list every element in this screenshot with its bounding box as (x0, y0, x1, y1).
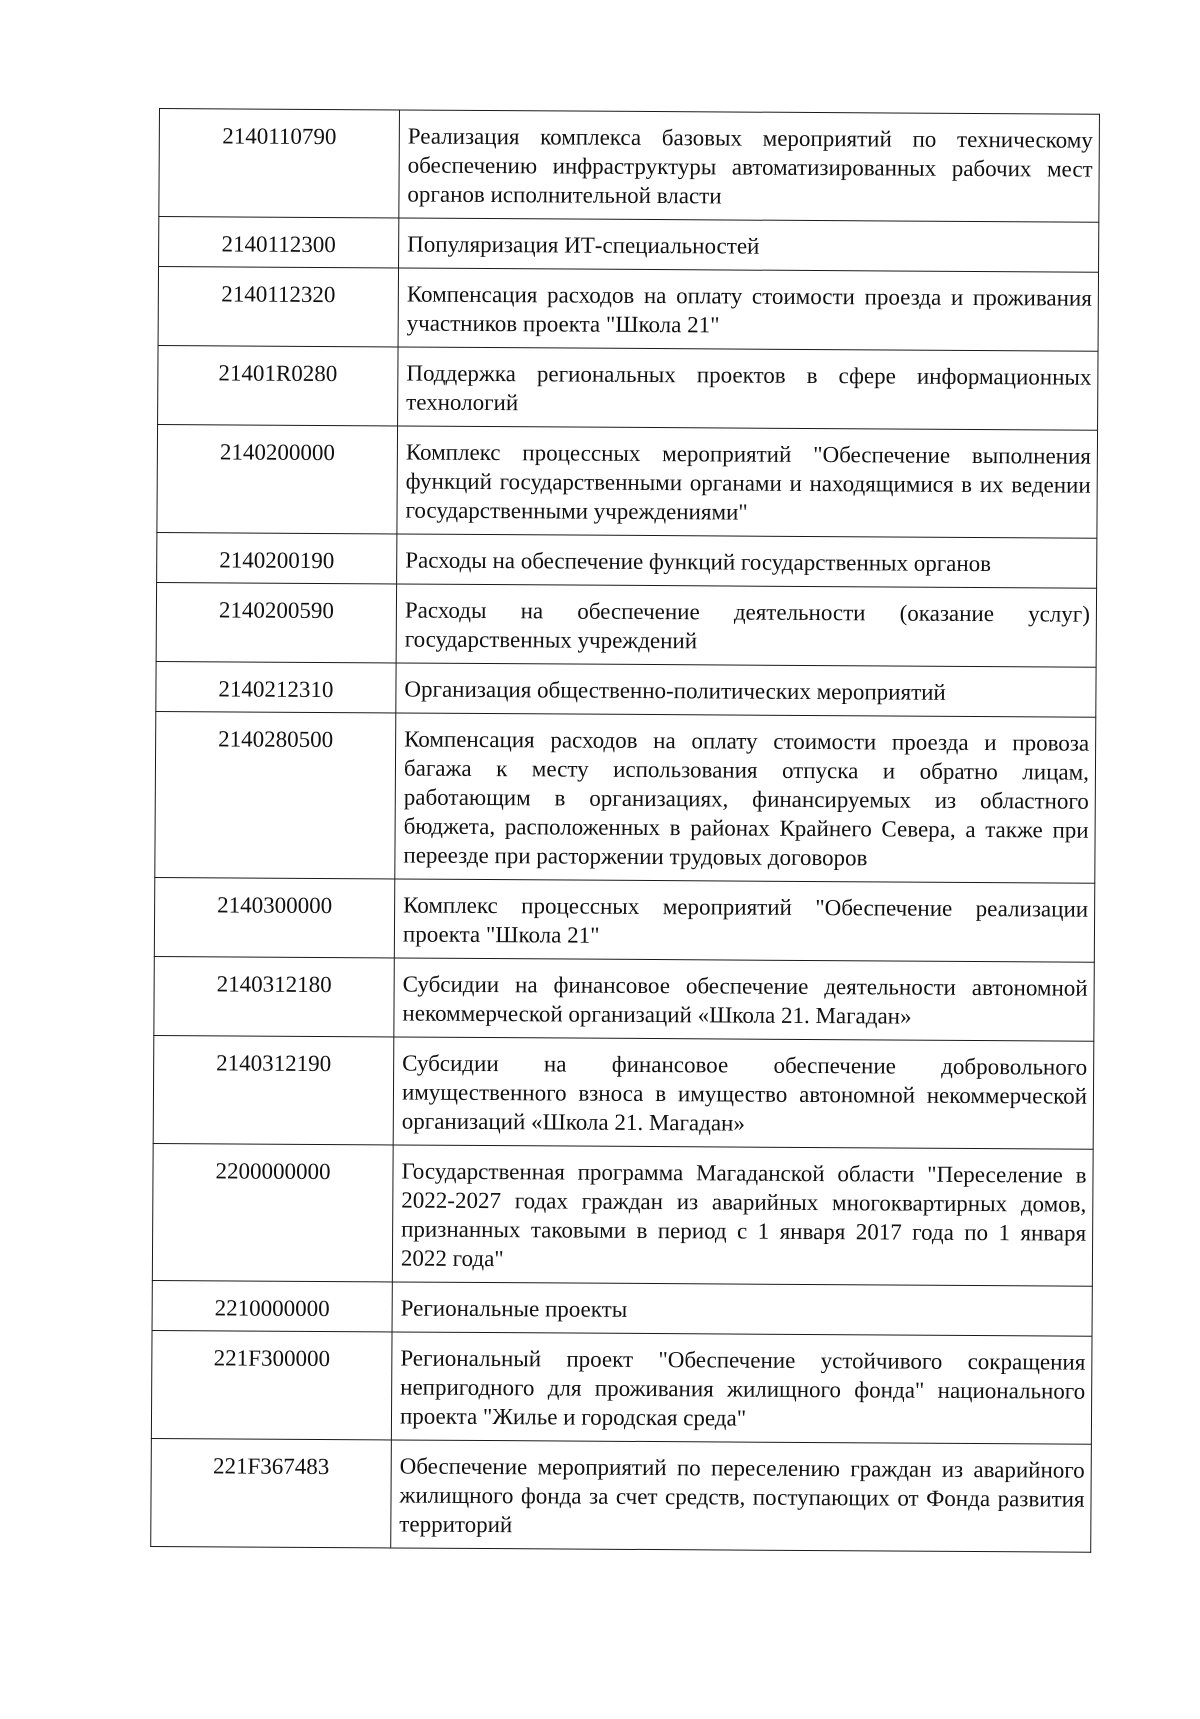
code-cell: 2140280500 (155, 711, 396, 878)
budget-codes-table (150, 108, 1100, 1553)
description-cell: Региональные проекты (392, 1282, 1092, 1336)
table-row (154, 877, 1094, 962)
code-cell: 2140112300 (159, 217, 399, 268)
code-cell: 2140312190 (153, 1035, 394, 1144)
code-cell: 2140212310 (156, 661, 396, 712)
code-cell: 2140112320 (158, 267, 398, 347)
description-cell: Комплекс процессных мероприятий "Обеспечение выполнения функций государственными органами и находящимися в их ведении государственными учреждениями" (397, 426, 1098, 538)
description-cell: Региональный проект "Обеспечение устойчивого сокращения непригодного для проживания жилищного фонда" национального проекта "Жилье и городская среда" (391, 1332, 1092, 1444)
code-cell: 2140200190 (157, 532, 397, 583)
table-row (154, 956, 1094, 1041)
table-row (159, 217, 1099, 273)
table-row (156, 582, 1096, 667)
table-row (158, 267, 1098, 352)
table-row (153, 1035, 1094, 1149)
code-cell: 2140300000 (154, 877, 394, 957)
code-cell: 2140110790 (159, 109, 400, 218)
table-row (152, 1280, 1092, 1336)
description-cell: Субсидии на финансовое обеспечение добровольного имущественного взноса в имущество автономной некоммерческой организаций «Школа 21. Магадан» (393, 1037, 1094, 1149)
table-row (156, 661, 1096, 717)
description-cell: Комплекс процессных мероприятий "Обеспечение реализации проекта "Школа 21" (394, 879, 1094, 962)
code-cell: 2140312180 (154, 956, 394, 1036)
description-cell: Компенсация расходов на оплату стоимости проезда и проживания участников проекта "Школа 21" (398, 268, 1098, 351)
description-cell: Расходы на обеспечение функций государственных органов (397, 534, 1097, 588)
code-cell: 221F300000 (151, 1330, 392, 1439)
code-cell: 2200000000 (152, 1143, 393, 1281)
code-cell: 221F367483 (151, 1438, 392, 1547)
description-cell: Субсидии на финансовое обеспечение деятельности автономной некоммерческой организаций «Школа 21. Магадан» (394, 958, 1094, 1041)
table-row (155, 711, 1096, 883)
code-cell: 2140200000 (157, 424, 398, 533)
description-cell: Реализация комплекса базовых мероприятий по техническому обеспечению инфраструктуры автоматизированных рабочих мест органов исполнительной власти (399, 110, 1100, 222)
table-row (157, 424, 1098, 538)
description-cell: Государственная программа Магаданской области "Переселение в 2022-2027 годах граждан из аварийных многоквартирных домов, признанных таковыми в период с 1 января 2017 года по 1 января 2022 года" (392, 1145, 1093, 1286)
code-cell: 2140200590 (156, 582, 396, 662)
description-cell: Расходы на обеспечение деятельности (оказание услуг) государственных учреждений (396, 584, 1096, 667)
code-cell: 2210000000 (152, 1280, 392, 1331)
code-cell: 21401R0280 (158, 345, 398, 425)
table-row (159, 109, 1100, 223)
table-row (158, 345, 1098, 430)
description-cell: Компенсация расходов на оплату стоимости проезда и провоза багажа к месту использования отпуска и обратно лицам, работающим в организациях, финансируемых из областного бюджета, расположенных в районах Крайнего Севера, а также при переезде при расторжении трудовых договоров (395, 713, 1096, 883)
description-cell: Обеспечение мероприятий по переселению граждан из аварийного жилищного фонда за счет средств, поступающих от Фонда развития территорий (391, 1440, 1092, 1552)
table-row (152, 1143, 1093, 1286)
table-row (151, 1330, 1092, 1444)
table-row (151, 1438, 1092, 1552)
description-cell: Популяризация ИТ-специальностей (399, 218, 1099, 272)
table-row (157, 532, 1097, 588)
description-cell: Поддержка региональных проектов в сфере информационных технологий (398, 347, 1098, 430)
description-cell: Организация общественно-политических мероприятий (396, 663, 1096, 717)
